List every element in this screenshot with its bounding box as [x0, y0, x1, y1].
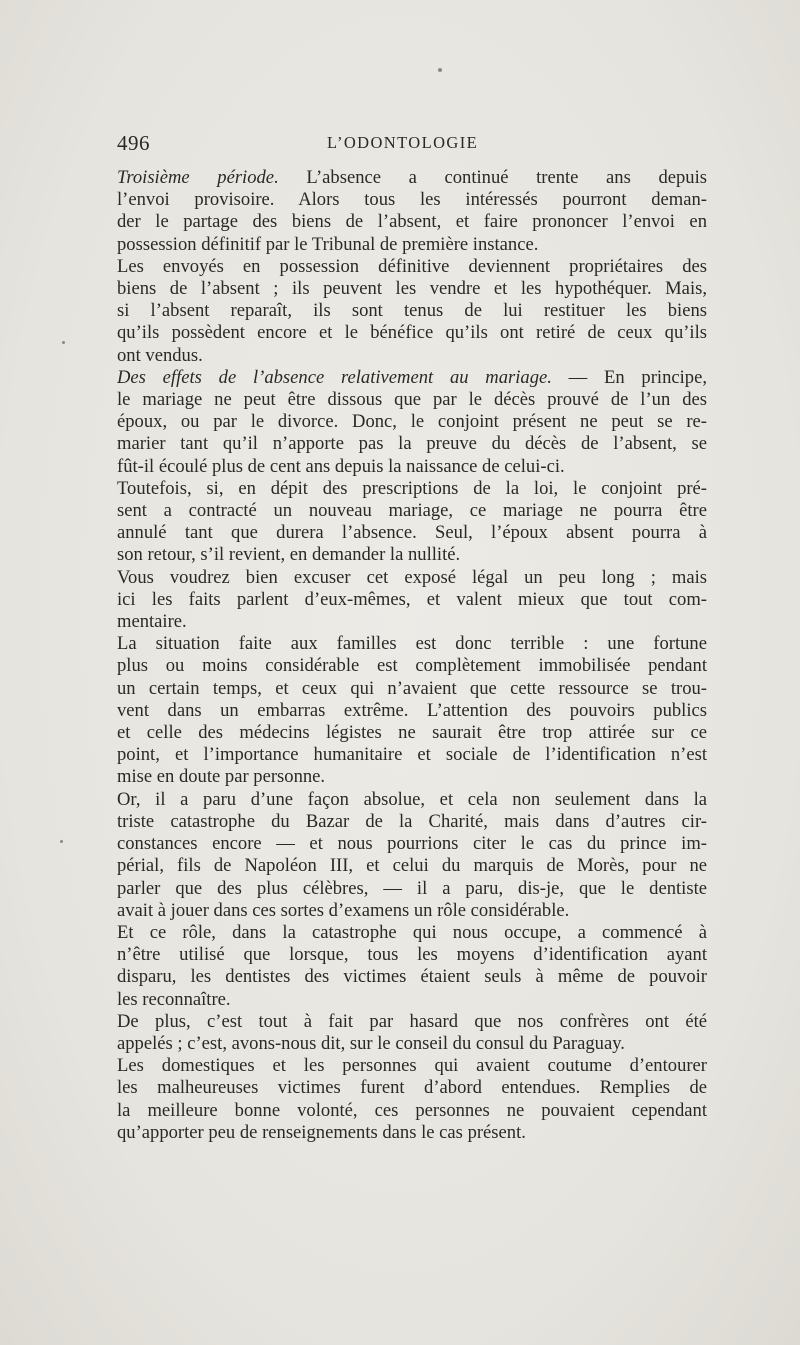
line-text: mentaire.	[117, 611, 187, 633]
text-line	[117, 389, 707, 411]
line-text: Vous voudrez bien excuser cet exposé légal un peu long ; mais	[117, 566, 707, 588]
text-line	[117, 789, 707, 811]
print-speck	[438, 68, 442, 72]
text-line	[117, 722, 707, 744]
paragraph	[117, 789, 707, 922]
print-speck	[60, 840, 63, 843]
page-number: 496	[117, 131, 150, 155]
line-text: ici les faits parlent d’eux-mêmes, et valent mieux que tout com-	[117, 588, 707, 610]
line-text: Les domestiques et les personnes qui avaient coutume d’entourer	[117, 1055, 707, 1077]
line-text: Les envoyés en possession définitive deviennent propriétaires des	[117, 255, 707, 277]
text-line	[117, 922, 707, 944]
line-text: sent a contracté un nouveau mariage, ce mariage ne pourra être	[117, 500, 707, 522]
text-line	[117, 611, 707, 633]
line-text: avait à jouer dans ces sortes d’examens un rôle considérable.	[117, 899, 570, 921]
line-text: et celle des médecins légistes ne saurait être trop attirée sur ce	[117, 722, 707, 744]
line-text: point, et l’importance humanitaire et sociale de l’identification n’est	[117, 744, 707, 766]
body-text	[117, 167, 707, 1144]
text-line	[117, 989, 707, 1011]
text-line	[117, 878, 707, 900]
line-text: constances encore — et nous pourrions citer le cas du prince im-	[117, 833, 707, 855]
line-text: plus ou moins considérable est complètement immobilisée pendant	[117, 655, 707, 677]
line-text: qu’ils possèdent encore et le bénéfice qu’ils ont retiré de ceux qu’ils	[117, 322, 707, 344]
text-line	[117, 966, 707, 988]
line-text: un certain temps, et ceux qui n’avaient que cette ressource se trou-	[117, 677, 707, 699]
line-text: Toutefois, si, en dépit des prescriptions de la loi, le conjoint pré-	[117, 477, 707, 499]
line-text: la meilleure bonne volonté, ces personnes ne pouvaient cependant	[117, 1099, 707, 1121]
line-text: De plus, c’est tout à fait par hasard que nos confrères ont été	[117, 1010, 707, 1032]
text-line	[117, 633, 707, 655]
line-text: annulé tant que durera l’absence. Seul, l’époux absent pourra à	[117, 522, 707, 544]
text-line	[117, 900, 707, 922]
text-line	[117, 478, 707, 500]
line-text: les malheureuses victimes furent d’abord entendues. Remplies de	[117, 1077, 707, 1099]
line-text: périal, fils de Napoléon III, et celui du marquis de Morès, pour ne	[117, 855, 707, 877]
text-line	[117, 256, 707, 278]
text-line	[117, 211, 707, 233]
text-line	[117, 700, 707, 722]
line-text: biens de l’absent ; ils peuvent les vendre et les hypothéquer. Mais,	[117, 278, 707, 300]
text-line	[117, 1011, 707, 1033]
text-line	[117, 766, 707, 788]
running-title: L’ODONTOLOGIE	[327, 133, 479, 152]
line-text: époux, ou par le divorce. Donc, le conjoint présent ne peut se re-	[117, 411, 707, 433]
text-line	[117, 833, 707, 855]
paragraph	[117, 1011, 707, 1055]
line-text: appelés ; c’est, avons-nous dit, sur le conseil du consul du Paraguay.	[117, 1032, 625, 1054]
line-text: La situation faite aux familles est donc terrible : une fortune	[117, 633, 707, 655]
text-line	[117, 567, 707, 589]
text-line	[117, 1122, 707, 1144]
text-line	[117, 855, 707, 877]
line-text: Or, il a paru d’une façon absolue, et cela non seulement dans la	[117, 788, 707, 810]
italic-heading: Troisième période.	[117, 167, 279, 188]
paragraph	[117, 167, 707, 256]
line-text: disparu, les dentistes des victimes étaient seuls à même de pouvoir	[117, 966, 707, 988]
text-line	[117, 167, 707, 189]
text-line	[117, 322, 707, 344]
line-text: Et ce rôle, dans la catastrophe qui nous occupe, a commencé à	[117, 921, 707, 943]
line-text: son retour, s’il revient, en demander la nullité.	[117, 544, 461, 566]
text-line	[117, 544, 707, 566]
text-line	[117, 655, 707, 677]
text-line	[117, 944, 707, 966]
line-text: ont vendus.	[117, 344, 203, 366]
paragraph	[117, 367, 707, 478]
line-text: parler que des plus célèbres, — il a paru, dis-je, que le dentiste	[117, 877, 707, 899]
paragraph	[117, 567, 707, 634]
line-text: l’envoi provisoire. Alors tous les intéressés pourront deman-	[117, 189, 707, 211]
paragraph	[117, 922, 707, 1011]
page-header	[117, 131, 707, 159]
line-text: qu’apporter peu de renseignements dans le cas présent.	[117, 1121, 526, 1143]
text-line	[117, 1033, 707, 1055]
text-line	[117, 367, 707, 389]
line-text: n’être utilisé que lorsque, tous les moyens d’identification ayant	[117, 944, 707, 966]
text-line	[117, 811, 707, 833]
text-line	[117, 1077, 707, 1099]
line-text: marier tant qu’il n’apporte pas la preuve du décès de l’absent, se	[117, 433, 707, 455]
text-line	[117, 234, 707, 256]
text-line	[117, 411, 707, 433]
text-line	[117, 678, 707, 700]
italic-heading: Des effets de l’absence relativement au mariage.	[117, 366, 552, 388]
line-text: triste catastrophe du Bazar de la Charité, mais dans d’autres cir-	[117, 810, 707, 832]
line-text: — En principe,	[551, 366, 707, 388]
text-line	[117, 433, 707, 455]
text-line	[117, 300, 707, 322]
line-text: L’absence a continué trente ans depuis	[278, 167, 707, 188]
line-text: der le partage des biens de l’absent, et faire prononcer l’envoi en	[117, 211, 707, 233]
text-line	[117, 500, 707, 522]
text-line	[117, 744, 707, 766]
line-text: le mariage ne peut être dissous que par le décès prouvé de l’un des	[117, 389, 707, 411]
line-text: les reconnaître.	[117, 988, 231, 1010]
text-line	[117, 189, 707, 211]
print-speck	[62, 341, 65, 344]
text-line	[117, 589, 707, 611]
line-text: mise en doute par personne.	[117, 766, 326, 788]
paragraph	[117, 256, 707, 367]
text-line	[117, 278, 707, 300]
text-line	[117, 456, 707, 478]
line-text: si l’absent reparaît, ils sont tenus de lui restituer les biens	[117, 300, 707, 322]
line-text: vent dans un embarras extrême. L’attention des pouvoirs publics	[117, 699, 707, 721]
text-line	[117, 522, 707, 544]
paragraph	[117, 478, 707, 567]
text-line	[117, 345, 707, 367]
text-line	[117, 1055, 707, 1077]
text-line	[117, 1100, 707, 1122]
line-text: possession définitif par le Tribunal de première instance.	[117, 233, 539, 255]
paragraph	[117, 1055, 707, 1144]
paragraph	[117, 633, 707, 788]
line-text: fût-il écoulé plus de cent ans depuis la naissance de celui-ci.	[117, 455, 565, 477]
